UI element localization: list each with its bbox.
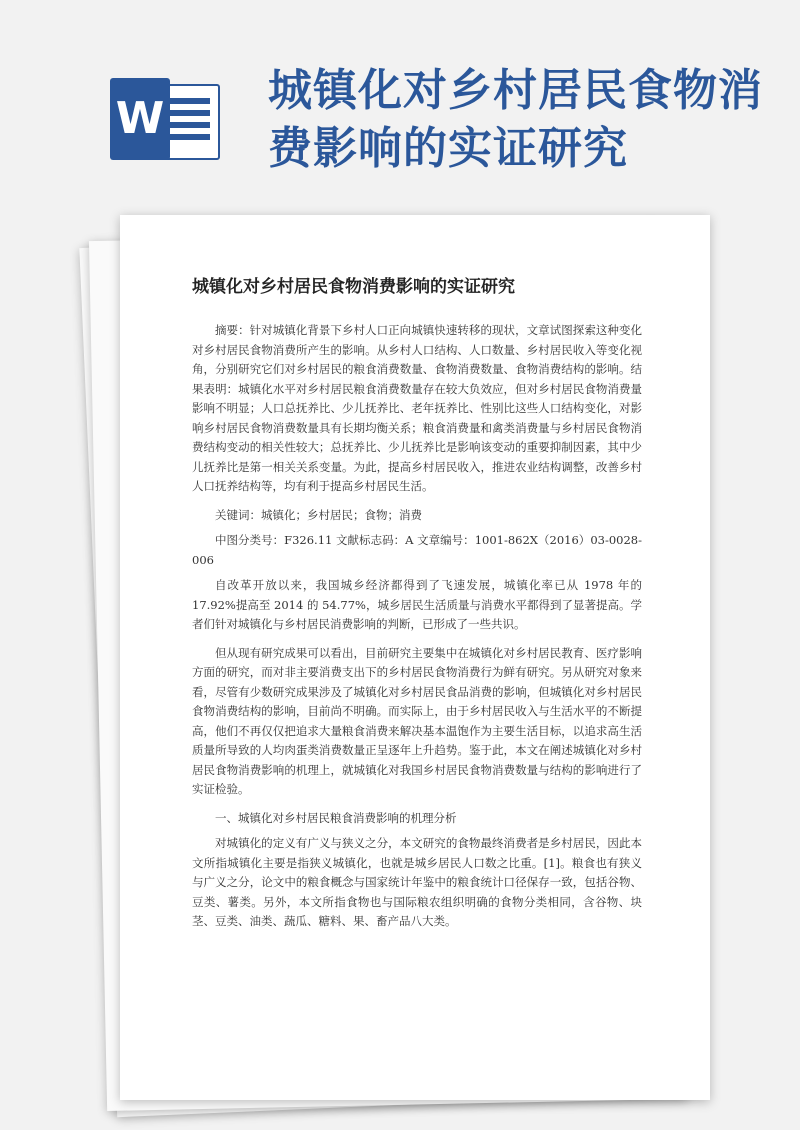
body-paragraph: 对城镇化的定义有广义与狭义之分，本文研究的食物最终消费者是乡村居民，因此本文所指城镇化主要是指狭义城镇化，也就是城乡居民人口数之比重。[1]。粮食也有狭义与广义之分，论文中的粮食概念与国家统计年鉴中的粮食统计口径保存一致，包括谷物、豆类、薯类。另外，本文所指食物也与国际粮农组织明确的食物分类相同，含谷物、块茎、豆类、油类、蔬瓜、糖料、果、畜产品八大类。 xyxy=(192,836,642,928)
word-letter: W xyxy=(110,78,170,160)
word-document-icon xyxy=(110,78,220,160)
banner-title: 城镇化对乡村居民食物消费影响的实证研究 xyxy=(268,65,763,174)
icon-line xyxy=(164,134,210,140)
document-page xyxy=(120,215,710,1100)
body-paragraph: 但从现有研究成果可以看出，目前研究主要集中在城镇化对乡村居民教育、医疗影响方面的研究，而对非主要消费支出下的乡村居民食物消费行为鲜有研究。另从研究对象来看，尽管有少数研究成果涉及了城镇化对乡村居民食品消费的影响，但城镇化对乡村居民食物消费结构的影响，目前尚不明确。而实际上，由于乡村居民收入与生活水平的不断提高，他们不再仅仅把追求大量粮食消费来解决基本温饱作为主要生活目标，以追求高生活质量所导致的人均肉蛋类消费数量正呈逐年上升趋势。鉴于此，本文在阐述城镇化对乡村居民食物消费影响的机理上，就城镇化对我国乡村居民食物消费数量与结构的影响进行了实证检验。 xyxy=(192,645,642,796)
body-paragraph: 自改革开放以来，我国城乡经济都得到了飞速发展，城镇化率已从 1978 年的 17.92%提高至 2014 的 54.77%，城乡居民生活质量与消费水平都得到了显著提高。学者们针对城镇化与乡村居民消费影响的判断，已形成了一些共识。 xyxy=(192,578,642,631)
icon-line xyxy=(164,122,210,128)
section-heading: 一、城镇化对乡村居民粮食消费影响的机理分析 xyxy=(215,810,457,825)
abstract-paragraph: 摘要：针对城镇化背景下乡村人口正向城镇快速转移的现状，文章试图探索这种变化对乡村居民食物消费所产生的影响。从乡村人口结构、人口数量、乡村居民收入等变化视角，分别研究它们对乡村居民的粮食消费数量、食物消费数量、食物消费结构的影响。结果表明：城镇化水平对乡村居民粮食消费数量存在较大负效应，但对乡村居民食物消费量影响不明显；人口总抚养比、少儿抚养比、老年抚养比、性别比这些人口结构变化，对影响乡村居民食物消费数量具有长期均衡关系；粮食消费量和禽类消费量与乡村居民食物消费结构变动的相关性较大；总抚养比、少儿抚养比是影响该变动的重要抑制因素，其中少儿抚养比是第一相关关系变量。为此，提高乡村居民收入，推进农业结构调整，改善乡村人口抚养结构等，均有利于提高乡村居民生活。 xyxy=(192,323,642,493)
document-title: 城镇化对乡村居民食物消费影响的实证研究 xyxy=(192,277,515,297)
icon-line xyxy=(164,98,210,104)
header-banner xyxy=(0,0,800,200)
icon-line xyxy=(164,110,210,116)
document-content xyxy=(192,275,642,941)
keywords-paragraph: 关键词：城镇化；乡村居民；食物；消费 xyxy=(215,507,422,522)
classification-paragraph: 中图分类号：F326.11 文献标志码：A 文章编号：1001-862X（2016）03-0028-006 xyxy=(192,533,642,567)
